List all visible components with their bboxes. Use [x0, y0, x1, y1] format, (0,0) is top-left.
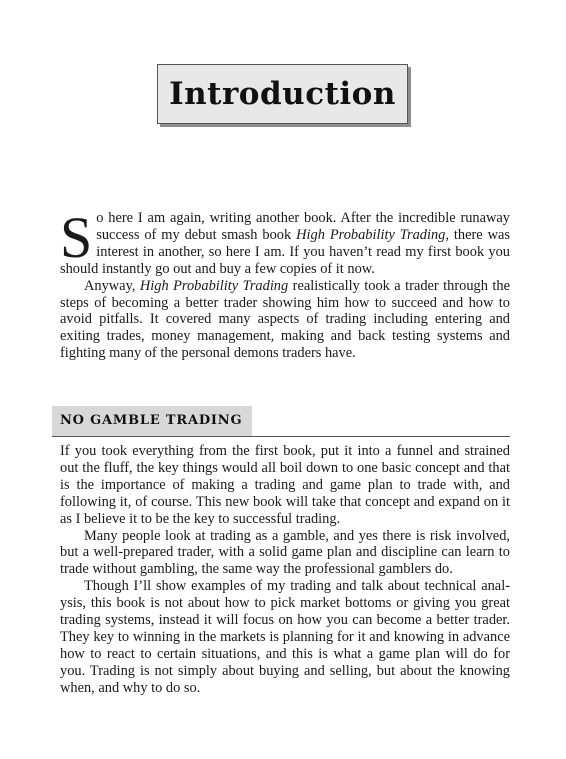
intro-p2-text-b: realistically took a trader through the steps of becoming a better trader showing him how to succeed and how to avoid pitfalls. It covered many aspects of trading including entering and exiting trades, money management, making and back testing systems and fighting many of the personal demons traders have. — [60, 277, 510, 362]
chapter-title: Introduction — [169, 76, 396, 112]
intro-p2-text-a: Anyway, — [84, 277, 140, 294]
section-body — [60, 443, 510, 697]
intro-p1-text-b: , there was interest in another, so here I am. If you haven’t read my first book you should instantly go out and buy a few copies of it now. — [60, 226, 510, 277]
book-title-ref: High Probability Trading — [139, 277, 289, 294]
body-paragraph: Though I’ll show examples of my trading and talk about technical analysis, this book is not about how to pick market bottoms or giving you great trading systems, instead it will focus on how you can become a better trader. They key to winning in the markets is planning for it and knowing in advance how to react to certain situations, and this is what a game plan will do for you. Trading is not simply about buying and selling, but about the knowing when, and why to do so. — [60, 578, 510, 696]
intro-paragraph-1 — [60, 205, 510, 278]
drop-cap: S — [60, 205, 93, 270]
intro-p1-text-a: o here I am again, writing another book. After the incredible runaway success of my debut smash book — [96, 210, 510, 243]
body-paragraph: If you took everything from the first book, put it into a funnel and strained out the fluff, the key things would all boil down to one basic concept and that is the importance of making a trading and game plan to trade with, and following it, of course. This new book will take that concept and expand on it as I believe it to be the key to successful trading. — [60, 443, 510, 527]
section-heading-bar — [52, 406, 510, 437]
chapter-title-box — [157, 64, 408, 124]
intro-paragraph-2 — [60, 278, 510, 363]
body-paragraph: Many people look at trading as a gamble, and yes there is risk involved, but a well-prepared trader, with a solid game plan and discipline can learn to trade without gambling, the same way the professional gamblers do. — [60, 527, 510, 578]
section-heading: NO GAMBLE TRADING — [52, 406, 252, 436]
intro-text — [60, 205, 510, 362]
book-title-ref: High Probability Trading — [296, 226, 446, 243]
